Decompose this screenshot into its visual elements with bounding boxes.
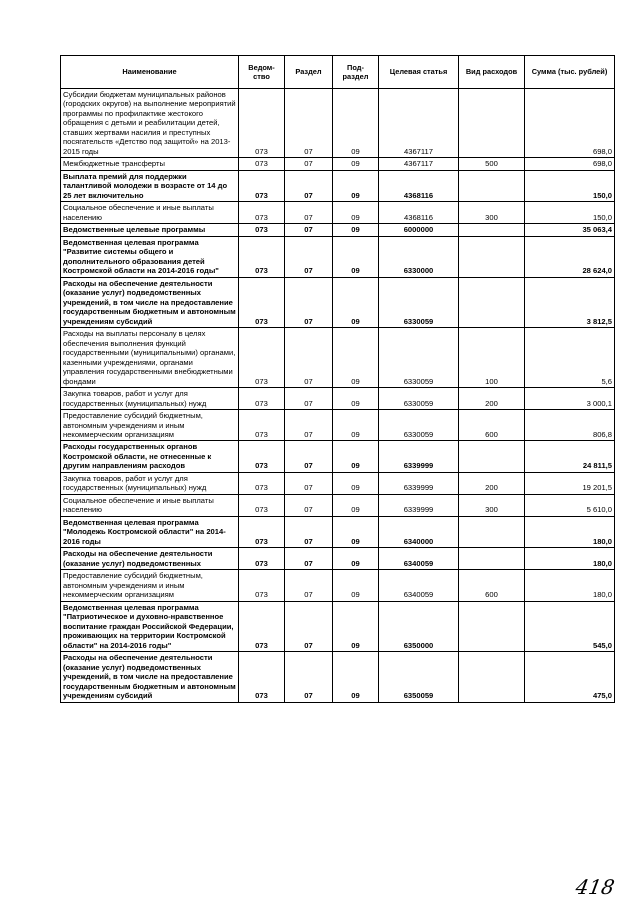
row-statya-cell: 4367117 <box>379 89 459 158</box>
row-summa-cell: 5 610,0 <box>525 494 615 516</box>
row-razdel-cell: 07 <box>285 170 333 201</box>
row-summa-cell: 180,0 <box>525 548 615 570</box>
table-row <box>61 158 615 170</box>
row-summa-cell: 3 000,1 <box>525 388 615 410</box>
row-podrazdel-cell: 09 <box>333 328 379 388</box>
handwritten-page-number: 418 <box>573 875 617 899</box>
table-row <box>61 410 615 441</box>
table-body <box>61 89 615 703</box>
row-podrazdel-cell: 09 <box>333 548 379 570</box>
table-row <box>61 224 615 236</box>
row-podrazdel-cell: 09 <box>333 158 379 170</box>
row-vedomstvo-cell: 073 <box>239 472 285 494</box>
table-row <box>61 516 615 547</box>
row-podrazdel-cell: 09 <box>333 202 379 224</box>
row-statya-cell: 4368116 <box>379 202 459 224</box>
row-vedomstvo-cell: 073 <box>239 236 285 277</box>
row-vedomstvo-cell: 073 <box>239 410 285 441</box>
row-summa-cell: 180,0 <box>525 570 615 601</box>
row-vid-cell: 100 <box>459 328 525 388</box>
row-vid-cell <box>459 89 525 158</box>
row-summa-cell: 150,0 <box>525 170 615 201</box>
row-vedomstvo-cell: 073 <box>239 277 285 327</box>
row-statya-cell: 6330059 <box>379 410 459 441</box>
row-vedomstvo-cell: 073 <box>239 170 285 201</box>
row-statya-cell: 4367117 <box>379 158 459 170</box>
row-name-cell: Предоставление субсидий бюджетным, автономным учреждениям и иным некоммерческим организациям <box>61 410 239 441</box>
row-name-cell: Межбюджетные трансферты <box>61 158 239 170</box>
row-statya-cell: 4368116 <box>379 170 459 201</box>
row-podrazdel-cell: 09 <box>333 652 379 702</box>
row-razdel-cell: 07 <box>285 494 333 516</box>
row-vid-cell: 200 <box>459 388 525 410</box>
row-name-cell: Расходы на обеспечение деятельности (оказание услуг) подведомственных учреждений, в том числе на предоставление государственным бюджетным и автономным учреждениям субсидий <box>61 277 239 327</box>
row-vid-cell <box>459 516 525 547</box>
row-razdel-cell: 07 <box>285 328 333 388</box>
row-statya-cell: 6330059 <box>379 277 459 327</box>
row-vedomstvo-cell: 073 <box>239 601 285 651</box>
header-vid: Вид расходов <box>459 56 525 89</box>
row-razdel-cell: 07 <box>285 224 333 236</box>
table-row <box>61 236 615 277</box>
row-razdel-cell: 07 <box>285 441 333 472</box>
row-vedomstvo-cell: 073 <box>239 224 285 236</box>
table-row <box>61 548 615 570</box>
row-razdel-cell: 07 <box>285 158 333 170</box>
row-razdel-cell: 07 <box>285 202 333 224</box>
row-vid-cell: 300 <box>459 494 525 516</box>
row-podrazdel-cell: 09 <box>333 170 379 201</box>
row-razdel-cell: 07 <box>285 548 333 570</box>
table-row <box>61 388 615 410</box>
row-name-cell: Расходы на обеспечение деятельности (оказание услуг) подведомственных <box>61 548 239 570</box>
row-statya-cell: 6340000 <box>379 516 459 547</box>
row-vid-cell: 500 <box>459 158 525 170</box>
row-summa-cell: 35 063,4 <box>525 224 615 236</box>
row-summa-cell: 698,0 <box>525 89 615 158</box>
row-name-cell: Закупка товаров, работ и услуг для государственных (муниципальных) нужд <box>61 472 239 494</box>
table-row <box>61 170 615 201</box>
row-podrazdel-cell: 09 <box>333 494 379 516</box>
row-podrazdel-cell: 09 <box>333 410 379 441</box>
table-row <box>61 472 615 494</box>
row-name-cell: Социальное обеспечение и иные выплаты населению <box>61 494 239 516</box>
row-vedomstvo-cell: 073 <box>239 158 285 170</box>
row-podrazdel-cell: 09 <box>333 570 379 601</box>
table-row <box>61 89 615 158</box>
row-name-cell: Социальное обеспечение и иные выплаты населению <box>61 202 239 224</box>
row-vid-cell <box>459 441 525 472</box>
row-razdel-cell: 07 <box>285 277 333 327</box>
row-summa-cell: 806,8 <box>525 410 615 441</box>
row-name-cell: Ведомственная целевая программа "Молодежь Костромской области" на 2014-2016 годы <box>61 516 239 547</box>
row-summa-cell: 150,0 <box>525 202 615 224</box>
row-razdel-cell: 07 <box>285 388 333 410</box>
row-vid-cell <box>459 548 525 570</box>
row-vedomstvo-cell: 073 <box>239 516 285 547</box>
row-summa-cell: 19 201,5 <box>525 472 615 494</box>
row-name-cell: Расходы на обеспечение деятельности (оказание услуг) подведомственных учреждений, в том числе на предоставление государственным бюджетным и автономным учреждениям субсидий <box>61 652 239 702</box>
row-name-cell: Субсидии бюджетам муниципальных районов (городских округов) на выполнение мероприятий программы по профилактике жестокого обращения с детьми и реабилитации детей, ставших жертвами насилия и преступных посягательств «Детство под защитой» на 2013-2015 годы <box>61 89 239 158</box>
row-name-cell: Ведомственные целевые программы <box>61 224 239 236</box>
row-statya-cell: 6330059 <box>379 328 459 388</box>
row-podrazdel-cell: 09 <box>333 601 379 651</box>
header-statya: Целевая статья <box>379 56 459 89</box>
header-vedomstvo: Ведом-ство <box>239 56 285 89</box>
row-statya-cell: 6330000 <box>379 236 459 277</box>
row-podrazdel-cell: 09 <box>333 89 379 158</box>
row-razdel-cell: 07 <box>285 601 333 651</box>
row-summa-cell: 545,0 <box>525 601 615 651</box>
row-vedomstvo-cell: 073 <box>239 89 285 158</box>
row-statya-cell: 6350000 <box>379 601 459 651</box>
table-row <box>61 202 615 224</box>
row-razdel-cell: 07 <box>285 89 333 158</box>
row-podrazdel-cell: 09 <box>333 224 379 236</box>
row-name-cell: Ведомственная целевая программа "Патриотическое и духовно-нравственное воспитание граждан Российской Федерации, проживающих на территории Костромской области" на 2014-2016 годы" <box>61 601 239 651</box>
row-name-cell: Предоставление субсидий бюджетным, автономным учреждениям и иным некоммерческим организациям <box>61 570 239 601</box>
table-row <box>61 570 615 601</box>
header-razdel: Раздел <box>285 56 333 89</box>
row-statya-cell: 6340059 <box>379 548 459 570</box>
row-vid-cell: 600 <box>459 410 525 441</box>
row-vid-cell: 300 <box>459 202 525 224</box>
row-podrazdel-cell: 09 <box>333 516 379 547</box>
row-vedomstvo-cell: 073 <box>239 494 285 516</box>
table-row <box>61 601 615 651</box>
row-name-cell: Выплата премий для поддержки талантливой молодежи в возрасте от 14 до 25 лет включительно <box>61 170 239 201</box>
row-vedomstvo-cell: 073 <box>239 570 285 601</box>
header-summa: Сумма (тыс. рублей) <box>525 56 615 89</box>
row-vid-cell <box>459 277 525 327</box>
row-statya-cell: 6340059 <box>379 570 459 601</box>
row-name-cell: Расходы на выплаты персоналу в целях обеспечения выполнения функций государственными (муниципальными) органами, казенными учреждениями, органами управления государственными внебюджетными фондами <box>61 328 239 388</box>
table-row <box>61 441 615 472</box>
row-podrazdel-cell: 09 <box>333 388 379 410</box>
row-summa-cell: 180,0 <box>525 516 615 547</box>
row-razdel-cell: 07 <box>285 516 333 547</box>
row-vedomstvo-cell: 073 <box>239 548 285 570</box>
row-vedomstvo-cell: 073 <box>239 328 285 388</box>
header-podrazdel: Под-раздел <box>333 56 379 89</box>
row-summa-cell: 5,6 <box>525 328 615 388</box>
row-razdel-cell: 07 <box>285 472 333 494</box>
row-name-cell: Расходы государственных органов Костромской области, не отнесенные к другим направлениям расходов <box>61 441 239 472</box>
row-vid-cell <box>459 236 525 277</box>
row-podrazdel-cell: 09 <box>333 441 379 472</box>
row-vedomstvo-cell: 073 <box>239 652 285 702</box>
row-summa-cell: 3 812,5 <box>525 277 615 327</box>
table-row <box>61 277 615 327</box>
row-razdel-cell: 07 <box>285 652 333 702</box>
row-vid-cell: 600 <box>459 570 525 601</box>
row-podrazdel-cell: 09 <box>333 472 379 494</box>
budget-table <box>60 55 615 703</box>
table-header-row <box>61 56 615 89</box>
row-razdel-cell: 07 <box>285 410 333 441</box>
row-name-cell: Закупка товаров, работ и услуг для государственных (муниципальных) нужд <box>61 388 239 410</box>
row-podrazdel-cell: 09 <box>333 236 379 277</box>
row-statya-cell: 6350059 <box>379 652 459 702</box>
row-razdel-cell: 07 <box>285 236 333 277</box>
row-summa-cell: 698,0 <box>525 158 615 170</box>
table-row <box>61 494 615 516</box>
row-name-cell: Ведомственная целевая программа "Развитие системы общего и дополнительного образования детей Костромской области на 2014-2016 годы" <box>61 236 239 277</box>
row-summa-cell: 24 811,5 <box>525 441 615 472</box>
row-vedomstvo-cell: 073 <box>239 202 285 224</box>
row-razdel-cell: 07 <box>285 570 333 601</box>
row-vid-cell <box>459 601 525 651</box>
row-summa-cell: 475,0 <box>525 652 615 702</box>
table-row <box>61 652 615 702</box>
row-podrazdel-cell: 09 <box>333 277 379 327</box>
row-vid-cell <box>459 170 525 201</box>
row-vedomstvo-cell: 073 <box>239 441 285 472</box>
table-row <box>61 328 615 388</box>
row-vedomstvo-cell: 073 <box>239 388 285 410</box>
row-vid-cell <box>459 224 525 236</box>
row-vid-cell <box>459 652 525 702</box>
row-vid-cell: 200 <box>459 472 525 494</box>
row-statya-cell: 6000000 <box>379 224 459 236</box>
row-summa-cell: 28 624,0 <box>525 236 615 277</box>
row-statya-cell: 6339999 <box>379 472 459 494</box>
header-name: Наименование <box>61 56 239 89</box>
row-statya-cell: 6330059 <box>379 388 459 410</box>
row-statya-cell: 6339999 <box>379 441 459 472</box>
row-statya-cell: 6339999 <box>379 494 459 516</box>
